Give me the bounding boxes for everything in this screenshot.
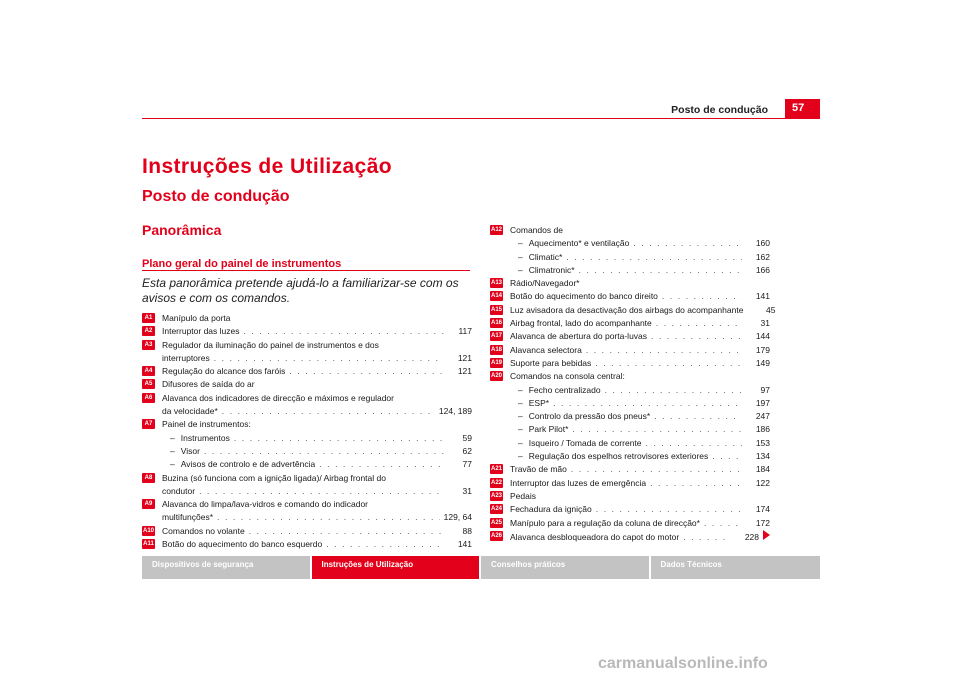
legend-list-left bbox=[142, 312, 472, 551]
page-reference: 45 bbox=[765, 304, 776, 315]
legend-subline bbox=[490, 384, 770, 397]
legend-text: Painel de instrumentos: bbox=[162, 419, 251, 430]
legend-line bbox=[142, 418, 472, 431]
legend-subline bbox=[142, 445, 472, 458]
legend-text: Suporte para bebidas bbox=[510, 357, 592, 368]
legend-badge: A17 bbox=[490, 333, 502, 340]
section-title: Instruções de Utilização bbox=[142, 155, 393, 178]
legend-text: Buzina (só funciona com a ignição ligada)/ Airbag frontal do bbox=[162, 472, 386, 483]
dot-leader bbox=[712, 450, 742, 463]
legend-text: Airbag frontal, lado do acompanhante bbox=[510, 318, 652, 329]
legend-text: Avisos de controlo e de advertência bbox=[180, 459, 316, 470]
legend-text: Climatic* bbox=[528, 251, 563, 262]
chapter-tab[interactable]: Dispositivos de segurança bbox=[142, 556, 312, 579]
legend-line bbox=[490, 224, 770, 237]
legend-subline bbox=[490, 410, 770, 423]
legend-subline bbox=[490, 237, 770, 250]
legend-line bbox=[490, 304, 776, 317]
dot-leader bbox=[289, 365, 444, 378]
legend-line bbox=[490, 490, 770, 503]
dash-glyph: – bbox=[518, 238, 523, 249]
legend-badge: A4 bbox=[142, 366, 155, 376]
chapter-tab[interactable]: Instruções de Utilização bbox=[312, 556, 482, 579]
page-reference: 160 bbox=[755, 238, 770, 249]
legend-line bbox=[490, 517, 770, 530]
header-rule bbox=[142, 118, 820, 119]
legend-subline bbox=[142, 458, 472, 471]
legend-badge: A20 bbox=[490, 373, 502, 380]
page-reference: 31 bbox=[760, 318, 770, 329]
legend-line bbox=[142, 498, 472, 511]
dot-leader bbox=[633, 237, 742, 250]
legend-badge: A6 bbox=[142, 393, 155, 403]
legend-text: Regulação dos espelhos retrovisores exteriores bbox=[528, 451, 709, 462]
legend-text: Luz avisadora da desactivação dos airbags do acompanhante bbox=[510, 304, 744, 315]
legend-text: Park Pilot* bbox=[528, 424, 569, 435]
dash-glyph: – bbox=[170, 459, 175, 470]
legend-item bbox=[490, 490, 770, 503]
legend-text: Regulador da iluminação do painel de instrumentos e dos bbox=[162, 339, 379, 350]
legend-line bbox=[490, 344, 770, 357]
dash-glyph: – bbox=[518, 397, 523, 408]
legend-badge: A24 bbox=[490, 506, 502, 513]
legend-text: Pedais bbox=[510, 490, 536, 501]
dot-leader bbox=[654, 410, 742, 423]
dot-leader bbox=[326, 538, 444, 551]
legend-item bbox=[490, 290, 770, 303]
legend-line bbox=[490, 477, 770, 490]
legend-badge: A14 bbox=[490, 293, 502, 300]
legend-subline bbox=[490, 437, 770, 450]
legend-line bbox=[142, 511, 472, 524]
legend-badge: A9 bbox=[142, 499, 155, 509]
legend-text: da velocidade* bbox=[162, 406, 218, 417]
legend-badge: A18 bbox=[490, 346, 502, 353]
page-reference: 166 bbox=[755, 264, 770, 275]
dot-leader bbox=[214, 352, 444, 365]
chapter-tab[interactable]: Dados Técnicos bbox=[651, 556, 821, 579]
legend-badge: A12 bbox=[490, 227, 502, 233]
legend-text: Isqueiro / Tomada de corrente bbox=[528, 437, 642, 448]
legend-item bbox=[142, 525, 472, 538]
dot-leader bbox=[243, 325, 444, 338]
subchapter-title: Panorâmica bbox=[142, 222, 222, 238]
legend-text: Visor bbox=[180, 445, 200, 456]
legend-badge: A11 bbox=[143, 541, 154, 548]
dot-leader bbox=[656, 317, 742, 330]
page-number: 57 bbox=[785, 99, 820, 118]
legend-subline bbox=[490, 397, 770, 410]
legend-line bbox=[142, 352, 472, 365]
dash-glyph: – bbox=[518, 251, 523, 262]
legend-badge: A8 bbox=[142, 473, 155, 483]
chapter-title: Posto de condução bbox=[142, 188, 290, 205]
dash-glyph: – bbox=[518, 437, 523, 448]
dot-leader bbox=[683, 531, 731, 544]
dot-leader bbox=[566, 251, 742, 264]
topic-rule bbox=[142, 270, 470, 271]
topic-title: Plano geral do painel de instrumentos bbox=[142, 258, 342, 270]
legend-text: Botão do aquecimento do banco esquerdo bbox=[162, 539, 323, 550]
legend-item bbox=[142, 312, 472, 325]
legend-subline bbox=[490, 251, 770, 264]
legend-text: Interruptor das luzes bbox=[162, 326, 240, 337]
legend-item bbox=[490, 503, 770, 516]
legend-badge: A10 bbox=[142, 527, 154, 534]
dash-glyph: – bbox=[518, 451, 523, 462]
page-reference: 129, 64 bbox=[443, 512, 472, 523]
dot-leader bbox=[553, 397, 742, 410]
page-reference: 141 bbox=[755, 291, 770, 302]
legend-item bbox=[490, 530, 770, 544]
dot-leader bbox=[650, 477, 742, 490]
dot-leader bbox=[596, 503, 742, 516]
legend-line bbox=[142, 312, 472, 325]
dash-glyph: – bbox=[518, 424, 523, 435]
legend-text: Alavanca do limpa/lava-vidros e comando do indicador bbox=[162, 499, 369, 510]
legend-text: Fechadura da ignição bbox=[510, 504, 592, 515]
legend-text: Botão do aquecimento do banco direito bbox=[510, 291, 658, 302]
dash-glyph: – bbox=[170, 445, 175, 456]
page-reference: 88 bbox=[462, 525, 472, 536]
legend-item bbox=[142, 418, 472, 471]
page-reference: 172 bbox=[755, 517, 770, 528]
legend-item bbox=[142, 325, 472, 338]
legend-text: Comandos de bbox=[510, 225, 563, 235]
legend-line bbox=[142, 365, 472, 378]
page-reference: 97 bbox=[760, 384, 770, 395]
legend-line bbox=[142, 339, 472, 352]
legend-item bbox=[142, 472, 472, 499]
page-reference: 117 bbox=[458, 326, 472, 337]
page-reference: 162 bbox=[755, 251, 770, 262]
legend-line bbox=[490, 290, 770, 303]
page-reference: 186 bbox=[755, 424, 770, 435]
legend-badge: A23 bbox=[490, 492, 502, 499]
legend-line bbox=[490, 357, 770, 370]
dot-leader bbox=[217, 511, 440, 524]
legend-item bbox=[490, 477, 770, 490]
legend-line bbox=[142, 325, 472, 338]
legend-badge: A13 bbox=[490, 280, 502, 287]
dot-leader bbox=[319, 458, 444, 471]
legend-badge: A16 bbox=[490, 320, 502, 327]
page-reference: 122 bbox=[755, 477, 770, 488]
legend-item bbox=[490, 344, 770, 357]
legend-line bbox=[142, 378, 472, 391]
page-reference: 197 bbox=[755, 397, 770, 408]
legend-subline bbox=[490, 264, 770, 277]
page-reference: 153 bbox=[755, 437, 770, 448]
legend-text: Rádio/Navegador* bbox=[510, 278, 580, 289]
legend-line bbox=[490, 503, 770, 516]
legend-item bbox=[142, 538, 472, 551]
legend-text: Instrumentos bbox=[180, 432, 230, 443]
dash-glyph: – bbox=[518, 411, 523, 422]
legend-item bbox=[490, 224, 770, 277]
legend-text: Alavanca de abertura do porta-luvas bbox=[510, 331, 648, 342]
legend-item bbox=[490, 463, 770, 476]
legend-text: Regulação do alcance dos faróis bbox=[162, 366, 286, 377]
dash-glyph: – bbox=[170, 432, 175, 443]
legend-text: Fecho centralizado bbox=[528, 384, 601, 395]
page-reference: 121 bbox=[457, 352, 472, 363]
page-reference: 59 bbox=[462, 432, 472, 443]
legend-text: Alavanca dos indicadores de direcção e máximos e regulador bbox=[162, 392, 394, 403]
dot-leader bbox=[646, 437, 742, 450]
page-reference: 228 bbox=[744, 531, 759, 542]
page-reference: 184 bbox=[755, 464, 770, 475]
page-reference: 247 bbox=[755, 411, 770, 422]
legend-badge: A19 bbox=[490, 359, 502, 366]
legend-text: Interruptor das luzes de emergência bbox=[510, 477, 647, 488]
legend-line bbox=[142, 392, 472, 405]
legend-badge: A25 bbox=[490, 519, 502, 526]
legend-line bbox=[142, 485, 472, 498]
chapter-tabs bbox=[142, 556, 820, 579]
legend-line bbox=[142, 538, 472, 551]
legend-item bbox=[142, 392, 472, 419]
dot-leader bbox=[605, 384, 742, 397]
legend-text: Comandos na consola central: bbox=[510, 371, 625, 382]
legend-text: Manípulo para a regulação da coluna de direcção* bbox=[510, 517, 700, 528]
legend-text: Difusores de saída do ar bbox=[162, 379, 255, 390]
dot-leader bbox=[571, 463, 742, 476]
page-reference: 174 bbox=[755, 504, 770, 515]
dot-leader bbox=[651, 330, 742, 343]
legend-item bbox=[490, 517, 770, 530]
legend-item bbox=[142, 498, 472, 525]
legend-item bbox=[490, 277, 770, 290]
dot-leader bbox=[595, 357, 742, 370]
dash-glyph: – bbox=[518, 264, 523, 275]
dot-leader bbox=[199, 485, 444, 498]
dot-leader bbox=[662, 290, 742, 303]
page-reference: 31 bbox=[462, 485, 472, 496]
legend-text: Alavanca selectora bbox=[510, 344, 582, 355]
page-reference: 121 bbox=[457, 366, 472, 377]
legend-line bbox=[490, 463, 770, 476]
dot-leader bbox=[579, 264, 742, 277]
legend-list-right bbox=[490, 224, 776, 544]
legend-badge: A7 bbox=[142, 419, 155, 429]
legend-line bbox=[142, 472, 472, 485]
legend-text: Comandos no volante bbox=[162, 525, 245, 536]
legend-subline bbox=[142, 432, 472, 445]
legend-line bbox=[142, 525, 472, 538]
legend-text: interruptores bbox=[162, 352, 210, 363]
legend-item bbox=[490, 357, 770, 370]
legend-badge: A26 bbox=[490, 532, 502, 539]
page-reference: 124, 189 bbox=[438, 406, 472, 417]
page-reference: 77 bbox=[462, 459, 472, 470]
legend-badge: A21 bbox=[490, 466, 502, 473]
legend-text: ESP* bbox=[528, 397, 550, 408]
legend-badge: A5 bbox=[142, 379, 155, 389]
chapter-tab[interactable]: Conselhos práticos bbox=[481, 556, 651, 579]
page-reference: 134 bbox=[755, 451, 770, 462]
dot-leader bbox=[704, 517, 742, 530]
watermark: carmanualsonline.info bbox=[598, 655, 768, 672]
legend-item bbox=[142, 365, 472, 378]
dash-glyph: – bbox=[518, 384, 523, 395]
legend-text: Climatronic* bbox=[528, 264, 575, 275]
legend-text: multifunções* bbox=[162, 512, 214, 523]
page-reference: 179 bbox=[755, 344, 770, 355]
legend-text: Travão de mão bbox=[510, 464, 567, 475]
legend-line bbox=[490, 317, 770, 330]
legend-text: condutor bbox=[162, 485, 196, 496]
legend-text: Controlo da pressão dos pneus* bbox=[528, 411, 651, 422]
page-reference: 62 bbox=[462, 445, 472, 456]
legend-item bbox=[490, 330, 770, 343]
dot-leader bbox=[249, 525, 444, 538]
legend-text: Manípulo da porta bbox=[162, 313, 231, 323]
legend-line bbox=[490, 277, 770, 290]
legend-line bbox=[142, 405, 472, 418]
dot-leader bbox=[222, 405, 435, 418]
legend-text: Alavanca desbloqueadora do capot do motor bbox=[510, 531, 680, 542]
legend-item bbox=[490, 304, 776, 317]
legend-item bbox=[142, 378, 472, 391]
legend-item bbox=[142, 339, 472, 366]
legend-badge: A3 bbox=[142, 340, 155, 350]
page-reference: 144 bbox=[755, 331, 770, 342]
legend-subline bbox=[490, 423, 770, 436]
legend-badge: A22 bbox=[490, 479, 502, 486]
running-title: Posto de condução bbox=[671, 104, 768, 116]
legend-badge: A15 bbox=[490, 306, 502, 313]
legend-item bbox=[490, 370, 770, 463]
dot-leader bbox=[204, 445, 444, 458]
dot-leader bbox=[572, 423, 742, 436]
legend-subline bbox=[490, 450, 770, 463]
legend-text: Aquecimento* e ventilação bbox=[528, 238, 630, 249]
dot-leader bbox=[234, 432, 444, 445]
page-reference: 141 bbox=[457, 539, 472, 550]
legend-badge: A2 bbox=[142, 326, 155, 336]
page-reference: 149 bbox=[755, 357, 770, 368]
legend-item bbox=[490, 317, 770, 330]
legend-line bbox=[490, 330, 770, 343]
legend-badge: A1 bbox=[142, 313, 155, 323]
intro-text: Esta panorâmica pretende ajudá-lo a familiarizar-se com os avisos e com os comandos. bbox=[142, 276, 459, 305]
dot-leader bbox=[586, 344, 742, 357]
legend-line bbox=[490, 370, 770, 383]
legend-line bbox=[490, 530, 770, 544]
continue-arrow-icon bbox=[763, 530, 770, 540]
